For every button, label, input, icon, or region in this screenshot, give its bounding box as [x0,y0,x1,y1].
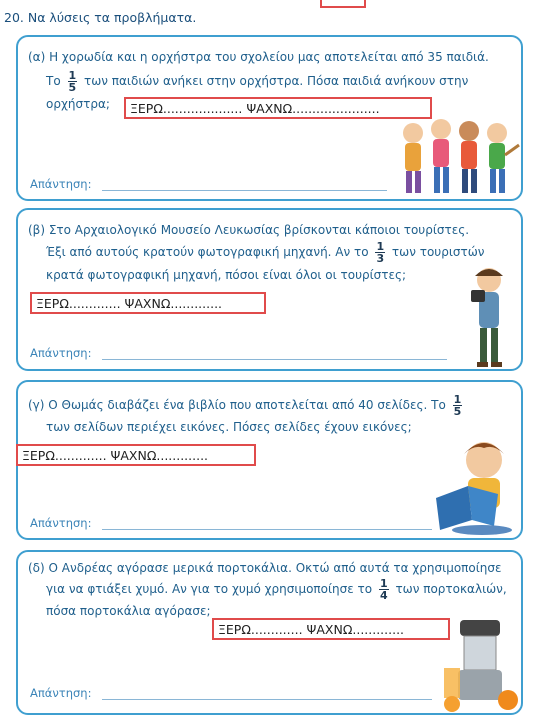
fraction-a: $\frac{1}{5}$ [68,69,77,94]
juicer-oranges-illustration [438,616,522,712]
problem-card-a [16,35,523,201]
know-seek-box-c[interactable]: ΞΕΡΩ............. ΨΑΧΝΩ............. [16,444,256,466]
problem-card-c [16,380,523,540]
fraction-b: $\frac{1}{3}$ [376,240,385,265]
problem-card-b [16,208,523,371]
problem-c-line1: (γ) Ο Θωμάς διαβάζει ένα βιβλίο που αποτελείται από 40 σελίδες. Το [28,398,446,412]
know-seek-box-d[interactable]: ΞΕΡΩ............. ΨΑΧΝΩ............. [212,618,450,640]
answer-line-b[interactable] [102,359,447,360]
answer-label-c: Απάντηση: [30,516,92,530]
problem-a-line3: ορχήστρα; [46,97,110,111]
children-musicians-illustration [393,115,521,199]
problem-b-line3: κρατά φωτογραφική μηχανή, πόσοι είναι όλοι οι τουρίστες; [46,268,407,282]
problem-a-line1: (α) Η χορωδία και η ορχήστρα του σχολείου μας αποτελείται από 35 παιδιά. [28,50,489,64]
problem-b-line2b: των τουριστών [391,245,485,259]
answer-label-a: Απάντηση: [30,177,92,191]
problem-b-line1: (β) Στο Αρχαιολογικό Μουσείο Λευκωσίας βρίσκονται κάποιοι τουρίστες. [28,223,470,237]
problem-c-line2: των σελίδων περιέχει εικόνες. Πόσες σελίδες έχουν εικόνες; [46,420,412,434]
problem-card-d [16,550,523,715]
problem-a-line2b: των παιδιών ανήκει στην ορχήστρα. Πόσα παιδιά ανήκουν στην [83,74,469,88]
problem-b-line2a: Έξι από αυτούς κρατούν φωτογραφική μηχανή. Αν το [46,245,369,259]
page-title: 20. Να λύσεις τα προβλήματα. [4,10,197,25]
answer-label-d: Απάντηση: [30,686,92,700]
know-seek-box-b[interactable]: ΞΕΡΩ............. ΨΑΧΝΩ............. [30,292,266,314]
problem-a-line2a: Το [46,74,61,88]
answer-line-d[interactable] [102,699,432,700]
know-seek-box-a[interactable]: ΞΕΡΩ.................... ΨΑΧΝΩ...................... [124,97,432,119]
answer-label-b: Απάντηση: [30,346,92,360]
problem-d-line2b: των πορτοκαλιών, [395,582,507,596]
tourist-with-camera-illustration [463,262,515,370]
fraction-d: $\frac{1}{4}$ [379,577,388,602]
fraction-c: $\frac{1}{5}$ [453,393,462,418]
boy-reading-book-illustration [428,436,518,536]
problem-d-line1: (δ) Ο Ανδρέας αγόρασε μερικά πορτοκάλια. Οκτώ από αυτά τα χρησιμοποίησε [28,561,502,575]
answer-line-a[interactable] [102,190,387,191]
answer-line-c[interactable] [102,529,432,530]
top-red-box [320,0,366,8]
problem-d-line2a: για να φτιάξει χυμό. Αν για το χυμό χρησιμοποίησε το [46,582,373,596]
problem-d-line3: πόσα πορτοκάλια αγόρασε; [46,604,211,618]
